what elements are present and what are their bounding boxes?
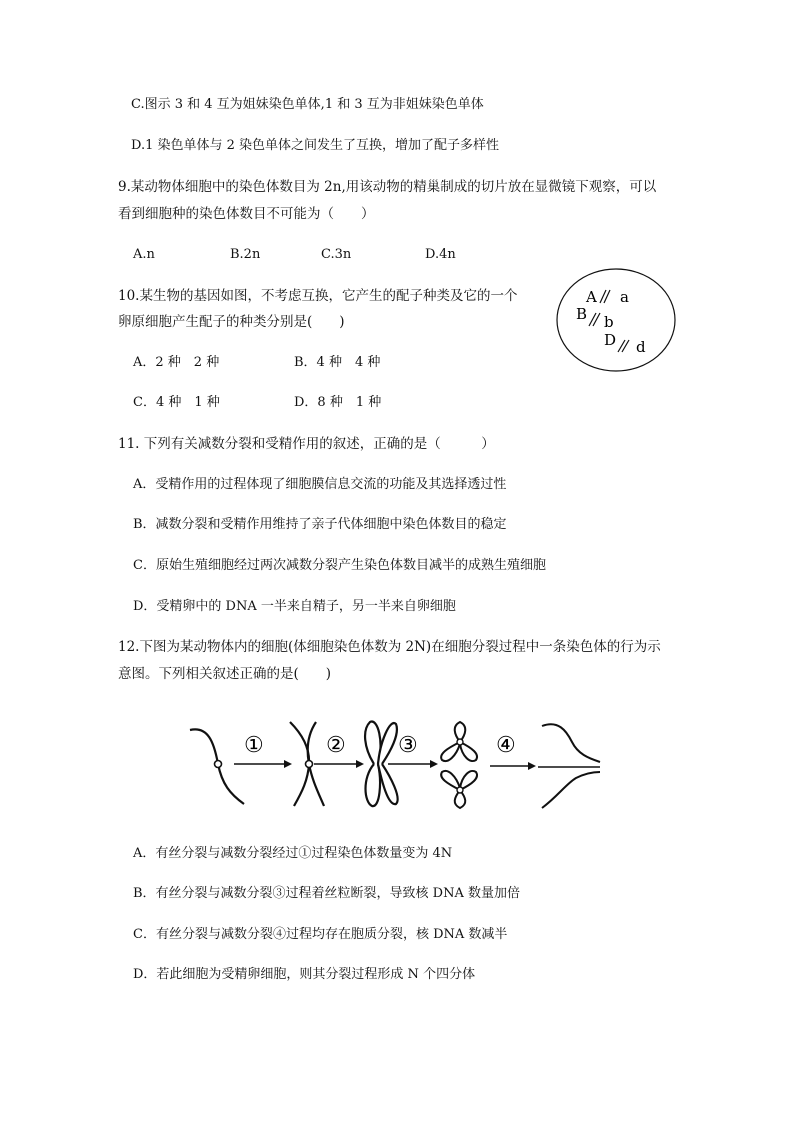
q12-option-c: C．有丝分裂与减数分裂④过程均存在胞质分裂，核 DNA 数减半: [133, 927, 508, 942]
q12-stem-line2: 意图。下列相关叙述正确的是( ): [118, 666, 332, 682]
q10-option-c: C．4 种 1 种: [133, 395, 220, 410]
q9-option-d: D.4n: [425, 247, 456, 262]
q8-option-d: D.1 染色单体与 2 染色单体之间发生了互换，增加了配子多样性: [131, 138, 500, 153]
chromatid-lower-left: [441, 771, 460, 790]
chromosome-line: [622, 340, 629, 352]
arrow-head: [430, 760, 438, 768]
q9-option-a: A.n: [133, 247, 155, 262]
gene-label-d: d: [636, 338, 646, 356]
q11-option-b: B．减数分裂和受精作用维持了亲子代体细胞中染色体数目的稳定: [133, 517, 507, 532]
gene-label-b: b: [604, 313, 614, 331]
q10-option-d: D．8 种 1 种: [294, 395, 382, 410]
q11-stem: 11. 下列有关减数分裂和受精作用的叙述，正确的是（ ）: [118, 436, 495, 452]
arrow-head: [284, 760, 292, 768]
q10-option-b: B．4 种 4 种: [294, 355, 381, 370]
chromosome-line: [589, 313, 596, 326]
chromatid-lower-right: [460, 771, 477, 790]
centromere: [457, 739, 463, 745]
chromosome-behavior-diagram: [186, 712, 606, 812]
q9-stem-line2: 看到细胞种的染色体数目不可能为（ ）: [118, 206, 375, 222]
q9-option-c: C.3n: [321, 247, 352, 262]
gene-label-a: a: [620, 288, 629, 306]
q10-option-a: A．2 种 2 种: [133, 355, 220, 370]
q12-option-d: D．若此细胞为受精卵细胞，则其分裂过程形成 N 个四分体: [133, 967, 476, 982]
chromosome-arm: [366, 764, 381, 806]
q12-option-a: A．有丝分裂与减数分裂经过①过程染色体数量变为 4N: [133, 846, 453, 861]
centromere: [457, 787, 463, 793]
step-label-3: ③: [398, 733, 418, 758]
q10-stem-line2: 卵原细胞产生配子的种类分别是( ): [118, 314, 345, 330]
centromere: [306, 761, 313, 768]
q11-option-d: D．受精卵中的 DNA 一半来自精子，另一半来自卵细胞: [133, 599, 456, 614]
chromosome-arm: [378, 723, 397, 764]
chromatid-upper-left: [441, 742, 460, 761]
step-label-1: ①: [244, 733, 264, 758]
chromosome-line: [593, 313, 600, 326]
q11-option-a: A．受精作用的过程体现了细胞膜信息交流的功能及其选择透过性: [133, 477, 507, 492]
q12-stem-line1: 12.下图为某动物体内的细胞(体细胞染色体数为 2N)在细胞分裂过程中一条染色体的行为示: [118, 639, 661, 655]
cell-outline: [557, 269, 675, 371]
gene-cell-diagram: [554, 266, 678, 374]
daughter-chromosome-lower: [542, 772, 600, 808]
step-label-2: ②: [326, 733, 346, 758]
daughter-chromosome-upper: [542, 724, 600, 762]
q11-option-c: C．原始生殖细胞经过两次减数分裂产生染色体数目减半的成熟生殖细胞: [133, 558, 546, 573]
chromatid-upper-right: [460, 742, 477, 761]
gene-label-B: B: [576, 305, 588, 323]
q9-stem-line1: 9.某动物体细胞中的染色体数目为 2n,用该动物的精巢制成的切片放在显微镜下观察，可以: [118, 179, 657, 195]
q12-option-b: B．有丝分裂与减数分裂③过程着丝粒断裂，导致核 DNA 数量加倍: [133, 886, 521, 901]
q10-stem-line1: 10.某生物的基因如图，不考虑互换，它产生的配子种类及它的一个: [118, 288, 518, 304]
gene-label-A: A: [586, 288, 597, 306]
centromere: [215, 761, 222, 768]
chromosome-line: [618, 340, 625, 352]
step-label-4: ④: [496, 733, 516, 758]
gene-label-D: D: [604, 331, 617, 349]
arrow-head: [356, 760, 364, 768]
q9-option-b: B.2n: [230, 247, 261, 262]
q8-option-c: C.图示 3 和 4 互为姐妹染色单体,1 和 3 互为非姐妹染色单体: [131, 97, 484, 112]
arrow-head: [528, 762, 536, 770]
